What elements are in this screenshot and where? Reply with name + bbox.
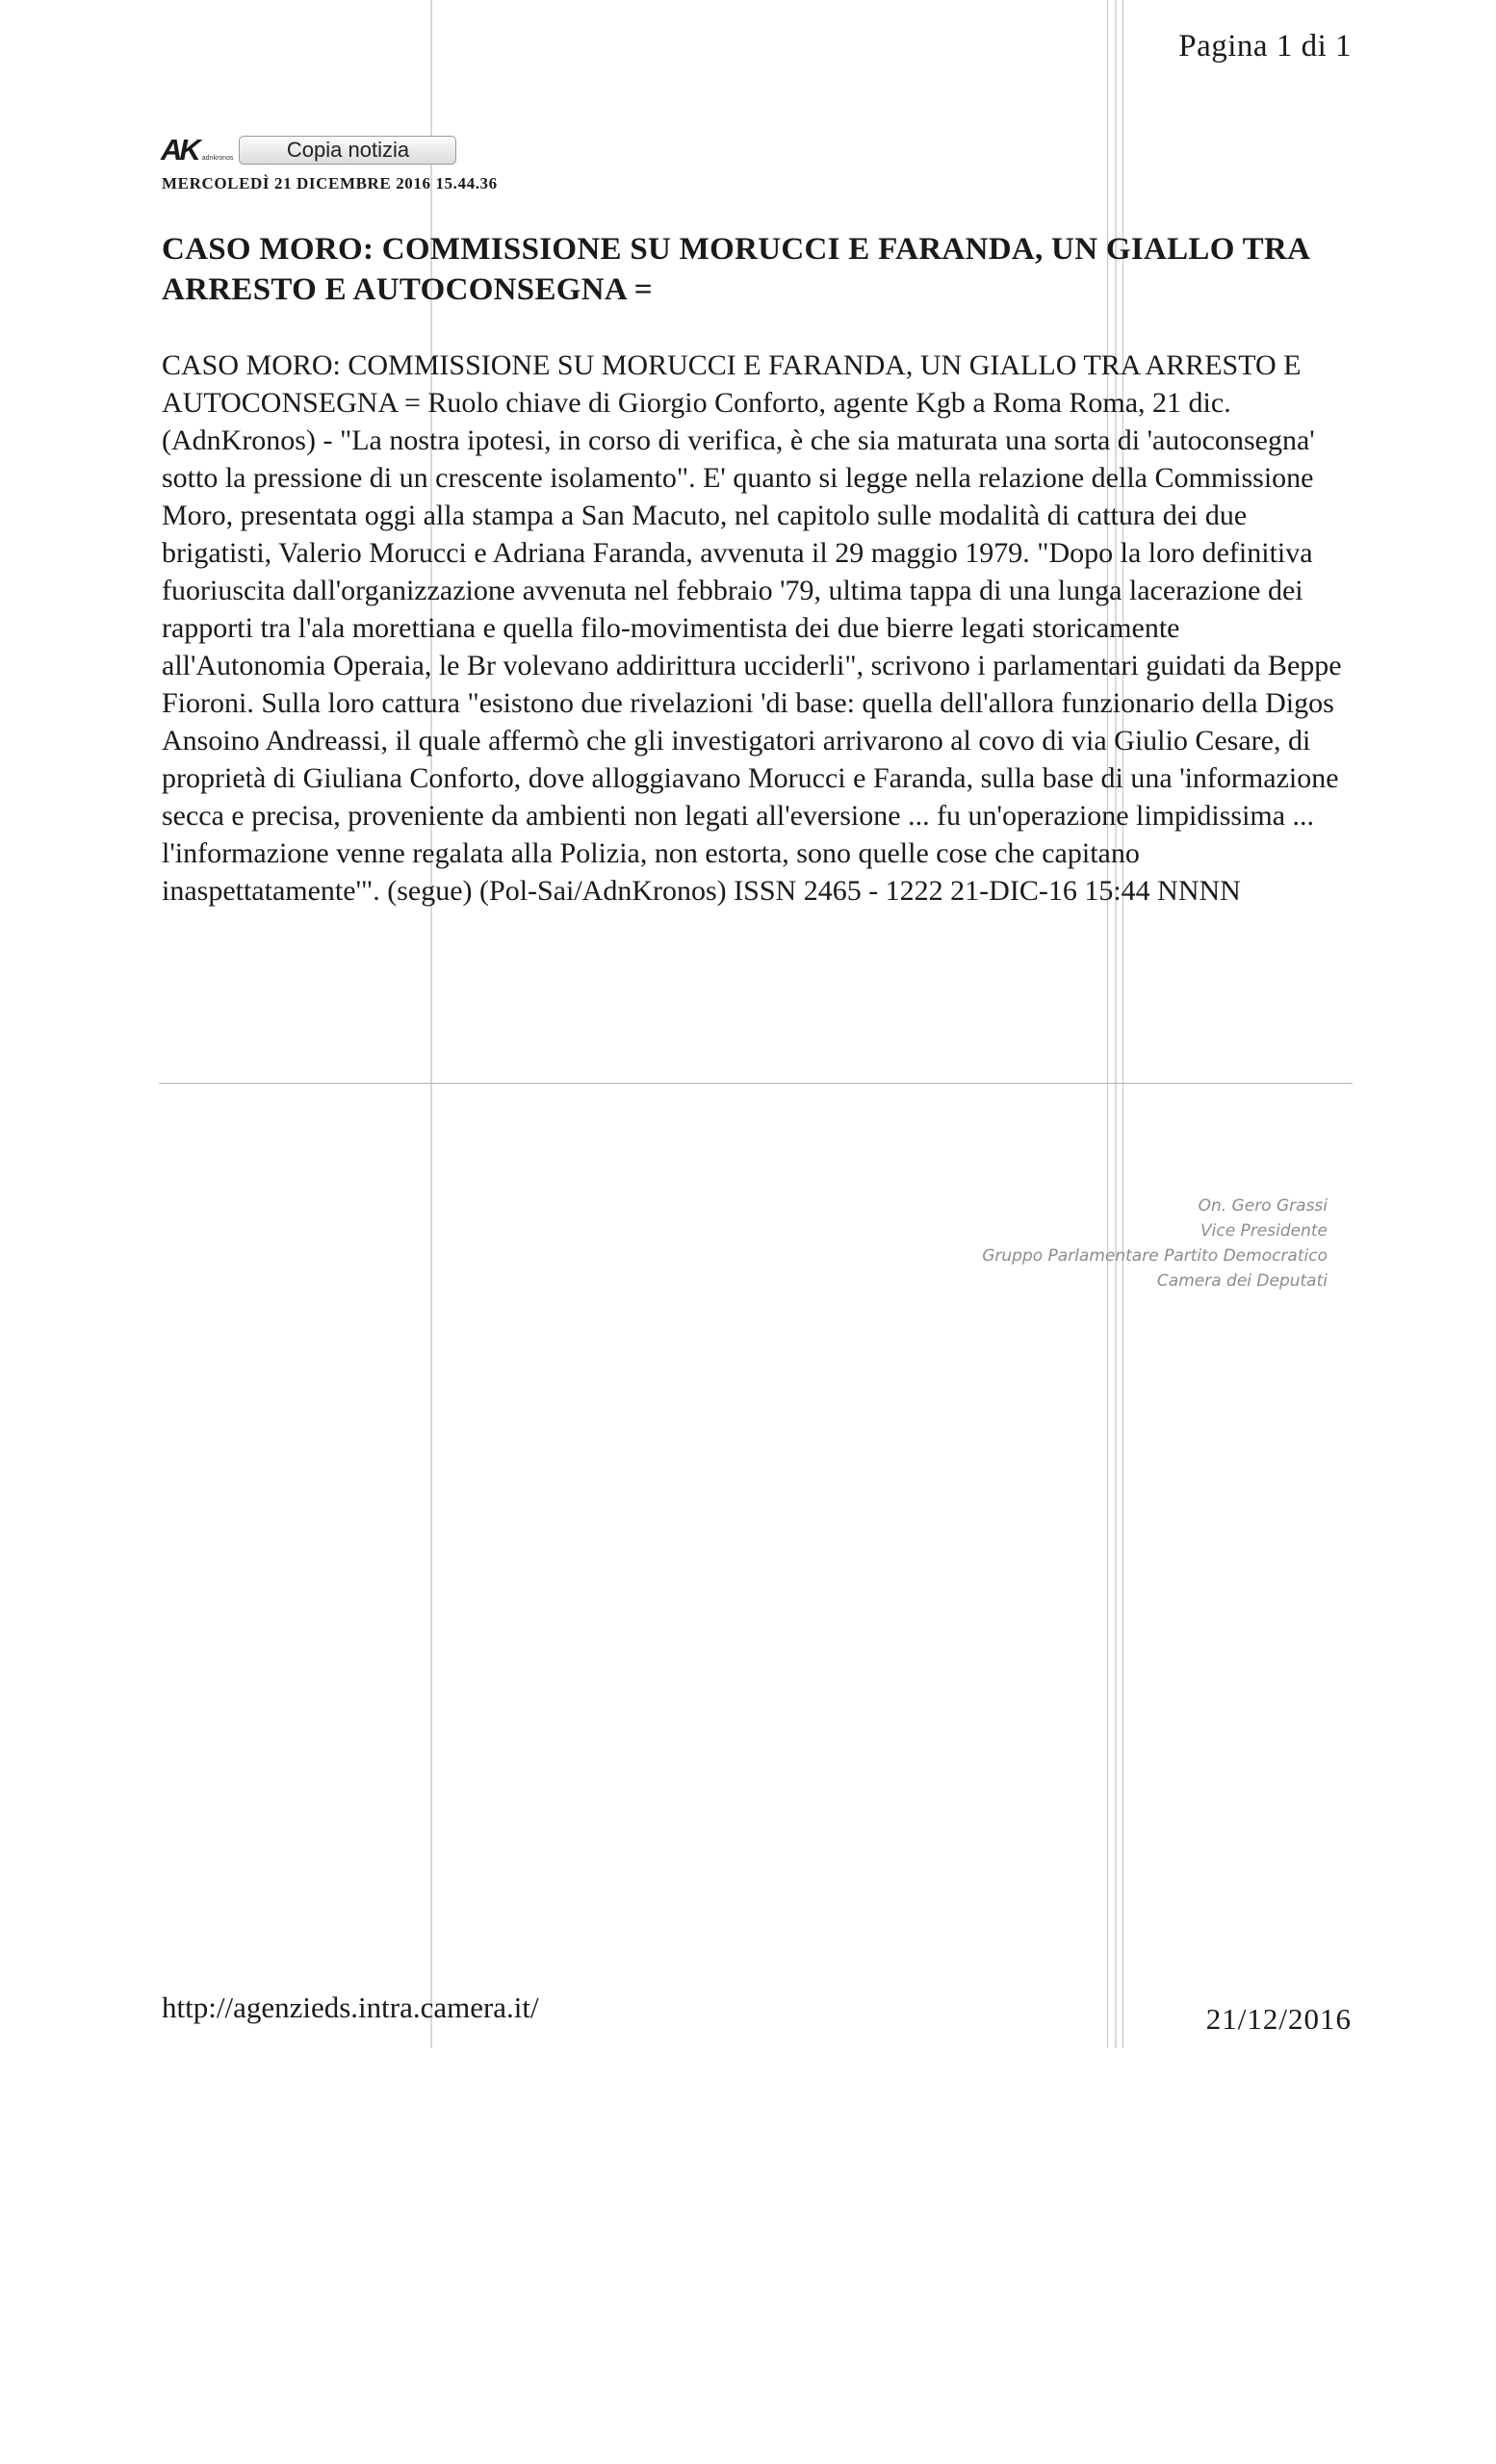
divider	[159, 1083, 1353, 1084]
logo-mark: AK	[161, 133, 198, 167]
deputy-stamp	[982, 1194, 1328, 1294]
stamp-name: On. Gero Grassi	[1198, 1196, 1328, 1216]
news-body: CASO MORO: COMMISSIONE SU MORUCCI E FARANDA, UN GIALLO TRA ARRESTO E AUTOCONSEGNA = Ruolo chiave di Giorgio Conforto, agente Kgb a Roma Roma, 21 dic. (AdnKronos) - "La nostra ipotesi, in corso di verifica, è che sia maturata una sorta di 'autoconsegna' sotto la pressione di un crescente isolamento". E' quanto si legge nella relazione della Commissione Moro, presentata oggi alla stampa a San Macuto, nel capitolo sulle modalità di cattura dei due brigatisti, Valerio Morucci e Adriana Faranda, avvenuta il 29 maggio 1979. "Dopo la loro definitiva fuoriuscita dall'organizzazione avvenuta nel febbraio '79, ultima tappa di una lunga lacerazione dei rapporti tra l'ala morettiana e quella filo-movimentista dei due bierre legati storicamente all'Autonomia Operaia, le Br volevano addirittura ucciderli", scrivono i parlamentari guidati da Beppe Fioroni. Sulla loro cattura "esistono due rivelazioni 'di base: quella dell'allora funzionario della Digos Ansoino Andreassi, il quale affermò che gli investigatori arrivarono al covo di via Giulio Cesare, di proprietà di Giuliana Conforto, dove alloggiavano Morucci e Faranda, sulla base di una 'informazione secca e precisa, proveniente da ambienti non legati all'eversione ... fu un'operazione limpidissima ... l'informazione venne regalata alla Polizia, non estorta, sono quelle cose che capitano inaspettatamente'". (segue) (Pol-Sai/AdnKronos) ISSN 2465 - 1222 21-DIC-16 15:44 NNNN	[162, 349, 1342, 907]
copy-news-button[interactable]: Copia notizia	[239, 136, 456, 165]
stamp-chamber: Camera dei Deputati	[1156, 1271, 1328, 1291]
page-number: Pagina 1 di 1	[1178, 29, 1352, 64]
logo-row	[161, 133, 456, 167]
stamp-role: Vice Presidente	[1200, 1221, 1328, 1241]
footer-url: http://agenzieds.intra.camera.it/	[162, 1990, 539, 2024]
adnkronos-logo	[161, 133, 234, 167]
footer-date: 21/12/2016	[1205, 2002, 1352, 2036]
news-headline: CASO MORO: COMMISSIONE SU MORUCCI E FARANDA, UN GIALLO TRA ARRESTO E AUTOCONSEGNA =	[162, 232, 1309, 307]
stamp-group: Gruppo Parlamentare Partito Democratico	[982, 1246, 1328, 1266]
logo-small-text: adnkronos	[201, 155, 234, 162]
dateline: MERCOLEDÌ 21 DICEMBRE 2016 15.44.36	[162, 174, 498, 192]
